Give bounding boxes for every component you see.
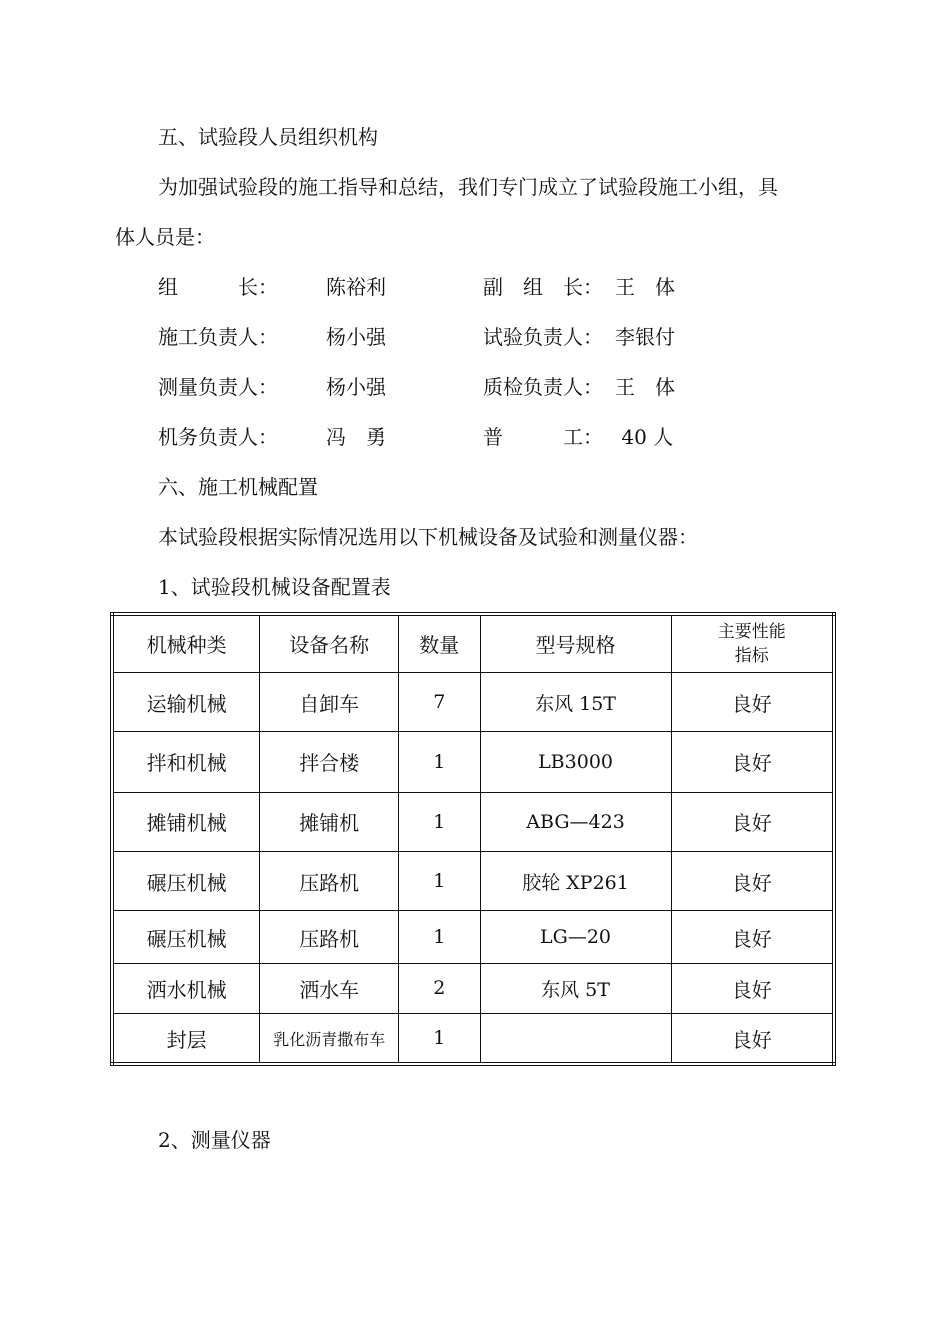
staff-name: 冯 勇 <box>326 425 386 449</box>
cell-quantity: 1 <box>399 732 480 792</box>
staff-role-label: 机务负责人： <box>158 425 278 449</box>
table-row <box>112 732 834 792</box>
cell-quantity: 1 <box>399 792 480 851</box>
header-performance <box>671 614 834 672</box>
header-model-spec: 型号规格 <box>480 614 671 672</box>
cell-quantity: 1 <box>399 852 480 911</box>
cell-equipment-name: 摊铺机 <box>260 792 399 851</box>
cell-equipment-name: 压路机 <box>260 852 399 911</box>
table-row <box>112 911 834 963</box>
staff-row <box>158 371 718 403</box>
cell-model-spec: ABG—423 <box>480 792 671 851</box>
staff-name: 陈裕利 <box>326 275 386 299</box>
table-row <box>112 1014 834 1064</box>
table-row <box>112 963 834 1013</box>
table-header-row <box>112 614 834 672</box>
cell-performance: 良好 <box>671 852 834 911</box>
section-6-heading: 六、施工机械配置 <box>158 475 318 499</box>
staff-role-label: 组 长： <box>158 275 278 299</box>
staff-row <box>158 421 718 453</box>
cell-machine-type: 碾压机械 <box>112 911 260 963</box>
cell-equipment-name: 拌合楼 <box>260 732 399 792</box>
cell-model-spec <box>480 1014 671 1064</box>
section-5-heading: 五、试验段人员组织机构 <box>158 125 378 149</box>
staff-name: 40 人 <box>615 425 674 449</box>
header-performance-line1: 主要性能 <box>717 621 786 642</box>
staff-role-label: 质检负责人： <box>483 375 603 399</box>
cell-quantity: 1 <box>399 1014 480 1064</box>
header-machine-type: 机械种类 <box>112 614 260 672</box>
equipment-table-title: 1、试验段机械设备配置表 <box>158 575 391 599</box>
header-quantity: 数量 <box>399 614 480 672</box>
table-row <box>112 792 834 851</box>
staff-role-label: 施工负责人： <box>158 325 278 349</box>
staff-role-label: 普 工： <box>483 425 603 449</box>
cell-performance: 良好 <box>671 1014 834 1064</box>
cell-performance: 良好 <box>671 672 834 731</box>
cell-performance: 良好 <box>671 911 834 963</box>
cell-model-spec: 东风 5T <box>480 963 671 1013</box>
cell-equipment-name: 乳化沥青撒布车 <box>260 1014 399 1064</box>
cell-machine-type: 运输机械 <box>112 672 260 731</box>
cell-performance: 良好 <box>671 963 834 1013</box>
table-row <box>112 672 834 731</box>
staff-name: 王 体 <box>615 275 675 299</box>
measurement-heading: 2、测量仪器 <box>158 1128 271 1152</box>
cell-quantity: 7 <box>399 672 480 731</box>
cell-machine-type: 洒水机械 <box>112 963 260 1013</box>
cell-machine-type: 摊铺机械 <box>112 792 260 851</box>
equipment-table <box>110 612 836 1066</box>
header-performance-line2: 指标 <box>734 645 769 666</box>
cell-equipment-name: 洒水车 <box>260 963 399 1013</box>
cell-quantity: 2 <box>399 963 480 1013</box>
cell-machine-type: 封层 <box>112 1014 260 1064</box>
intro-line-1: 为加强试验段的施工指导和总结，我们专门成立了试验段施工小组，具 <box>158 175 778 199</box>
cell-machine-type: 碾压机械 <box>112 852 260 911</box>
header-equipment-name: 设备名称 <box>260 614 399 672</box>
staff-role-label: 试验负责人： <box>483 325 603 349</box>
cell-model-spec: LG—20 <box>480 911 671 963</box>
cell-quantity: 1 <box>399 911 480 963</box>
staff-row <box>158 321 718 353</box>
cell-model-spec: 东风 15T <box>480 672 671 731</box>
section-6-intro: 本试验段根据实际情况选用以下机械设备及试验和测量仪器： <box>158 525 698 549</box>
cell-equipment-name: 自卸车 <box>260 672 399 731</box>
cell-performance: 良好 <box>671 732 834 792</box>
staff-row <box>158 271 718 303</box>
cell-machine-type: 拌和机械 <box>112 732 260 792</box>
staff-name: 杨小强 <box>326 375 386 399</box>
staff-role-label: 测量负责人： <box>158 375 278 399</box>
staff-name: 李银付 <box>615 325 675 349</box>
cell-model-spec: 胶轮 XP261 <box>480 852 671 911</box>
intro-line-2: 体人员是： <box>115 225 215 249</box>
staff-name: 杨小强 <box>326 325 386 349</box>
cell-equipment-name: 压路机 <box>260 911 399 963</box>
cell-model-spec: LB3000 <box>480 732 671 792</box>
table-row <box>112 852 834 911</box>
cell-performance: 良好 <box>671 792 834 851</box>
staff-name: 王 体 <box>615 375 675 399</box>
staff-role-label: 副 组 长： <box>483 275 603 299</box>
